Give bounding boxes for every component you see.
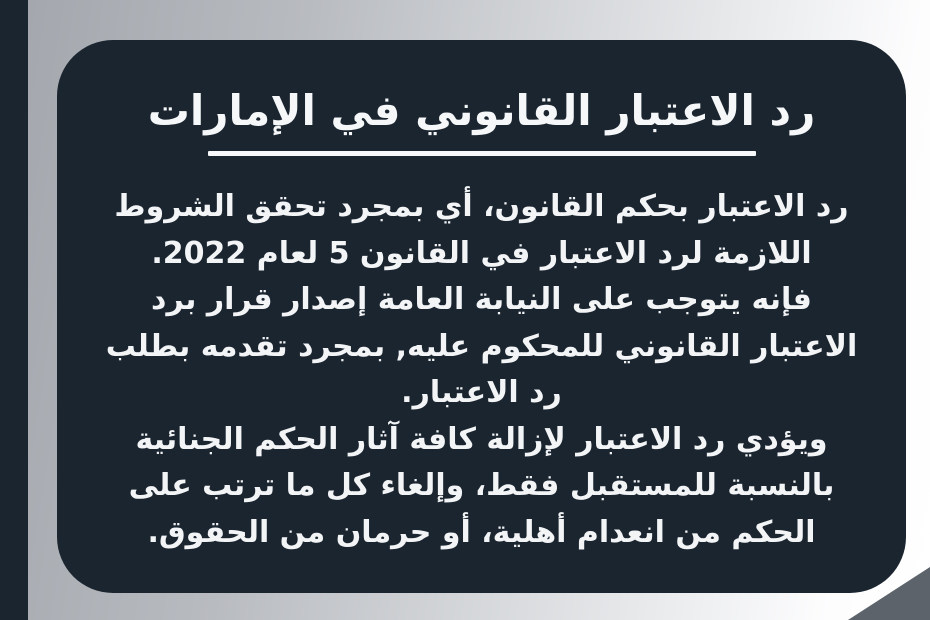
- body-line: اللازمة لرد الاعتبار في القانون 5 لعام 2022.: [151, 235, 812, 271]
- title-underline: [208, 151, 756, 156]
- content-card: [57, 40, 906, 593]
- body-line: بالنسبة للمستقبل فقط، وإلغاء كل ما ترتب على: [128, 468, 835, 503]
- body-line: ويؤدي رد الاعتبار لإزالة كافة آثار الحكم الجنائية: [135, 421, 828, 457]
- page-title: رد الاعتبار القانوني في الإمارات: [147, 86, 816, 135]
- body-line: الاعتبار القانوني للمحكوم عليه, بمجرد تقدمه بطلب: [105, 328, 858, 364]
- bottom-right-corner-triangle: [848, 567, 930, 620]
- body-line: الحكم من انعدام أهلية، أو حرمان من الحقوق.: [147, 514, 816, 550]
- body-line: فإنه يتوجب على النيابة العامة إصدار قرار برد: [151, 282, 812, 317]
- body-text: [57, 184, 906, 556]
- left-accent-strip: [0, 0, 28, 620]
- body-line: رد الاعتبار.: [401, 375, 562, 410]
- body-line: رد الاعتبار بحكم القانون، أي بمجرد تحقق الشروط: [114, 189, 849, 224]
